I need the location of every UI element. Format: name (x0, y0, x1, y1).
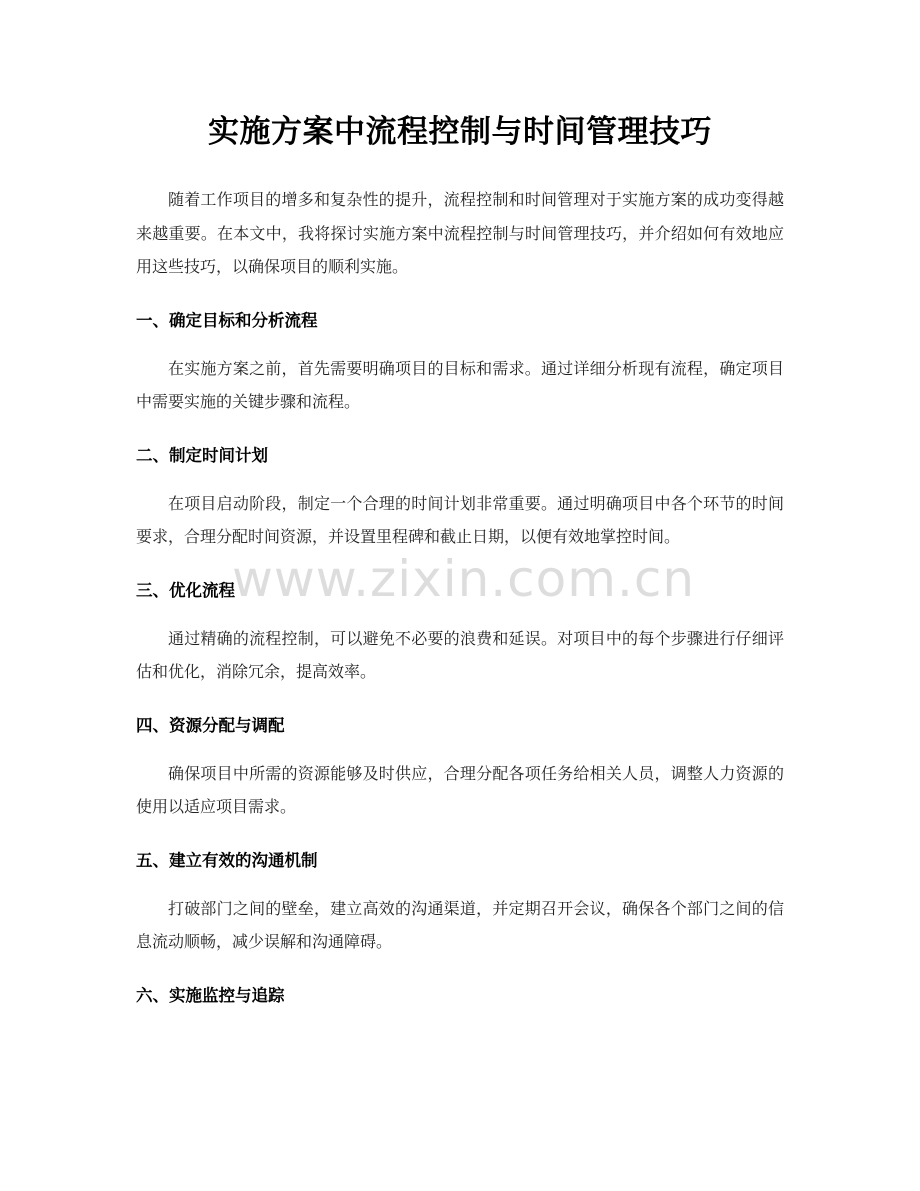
watermark: www.zixin.com.cn (232, 550, 696, 608)
section-heading-6: 六、实施监控与追踪 (136, 985, 285, 1005)
section-heading-3: 三、优化流程 (136, 580, 235, 600)
section-paragraph-3: 通过精确的流程控制，可以避免不必要的浪费和延误。对项目中的每个步骤进行仔细评估和优化，消除冗余，提高效率。 (136, 628, 784, 681)
section-heading-5: 五、建立有效的沟通机制 (136, 850, 318, 870)
section-paragraph-1: 在实施方案之前，首先需要明确项目的目标和需求。通过详细分析现有流程，确定项目中需要实施的关键步骤和流程。 (136, 358, 784, 411)
intro-paragraph: 随着工作项目的增多和复杂性的提升，流程控制和时间管理对于实施方案的成功变得越来越重要。在本文中，我将探讨实施方案中流程控制与时间管理技巧，并介绍如何有效地应用这些技巧，以确保项目的顺利实施。 (136, 190, 784, 276)
section-paragraph-2: 在项目启动阶段，制定一个合理的时间计划非常重要。通过明确项目中各个环节的时间要求，合理分配时间资源，并设置里程碑和截止日期，以便有效地掌控时间。 (136, 493, 784, 546)
section-heading-4: 四、资源分配与调配 (136, 715, 285, 735)
document-title: 实施方案中流程控制与时间管理技巧 (208, 114, 712, 150)
section-paragraph-4: 确保项目中所需的资源能够及时供应，合理分配各项任务给相关人员，调整人力资源的使用以适应项目需求。 (136, 763, 784, 816)
section-heading-2: 二、制定时间计划 (136, 445, 268, 465)
section-heading-1: 一、确定目标和分析流程 (136, 310, 318, 330)
document-body (136, 183, 784, 1027)
section-paragraph-5: 打破部门之间的壁垒，建立高效的沟通渠道，并定期召开会议，确保各个部门之间的信息流动顺畅，减少误解和沟通障碍。 (136, 898, 784, 951)
